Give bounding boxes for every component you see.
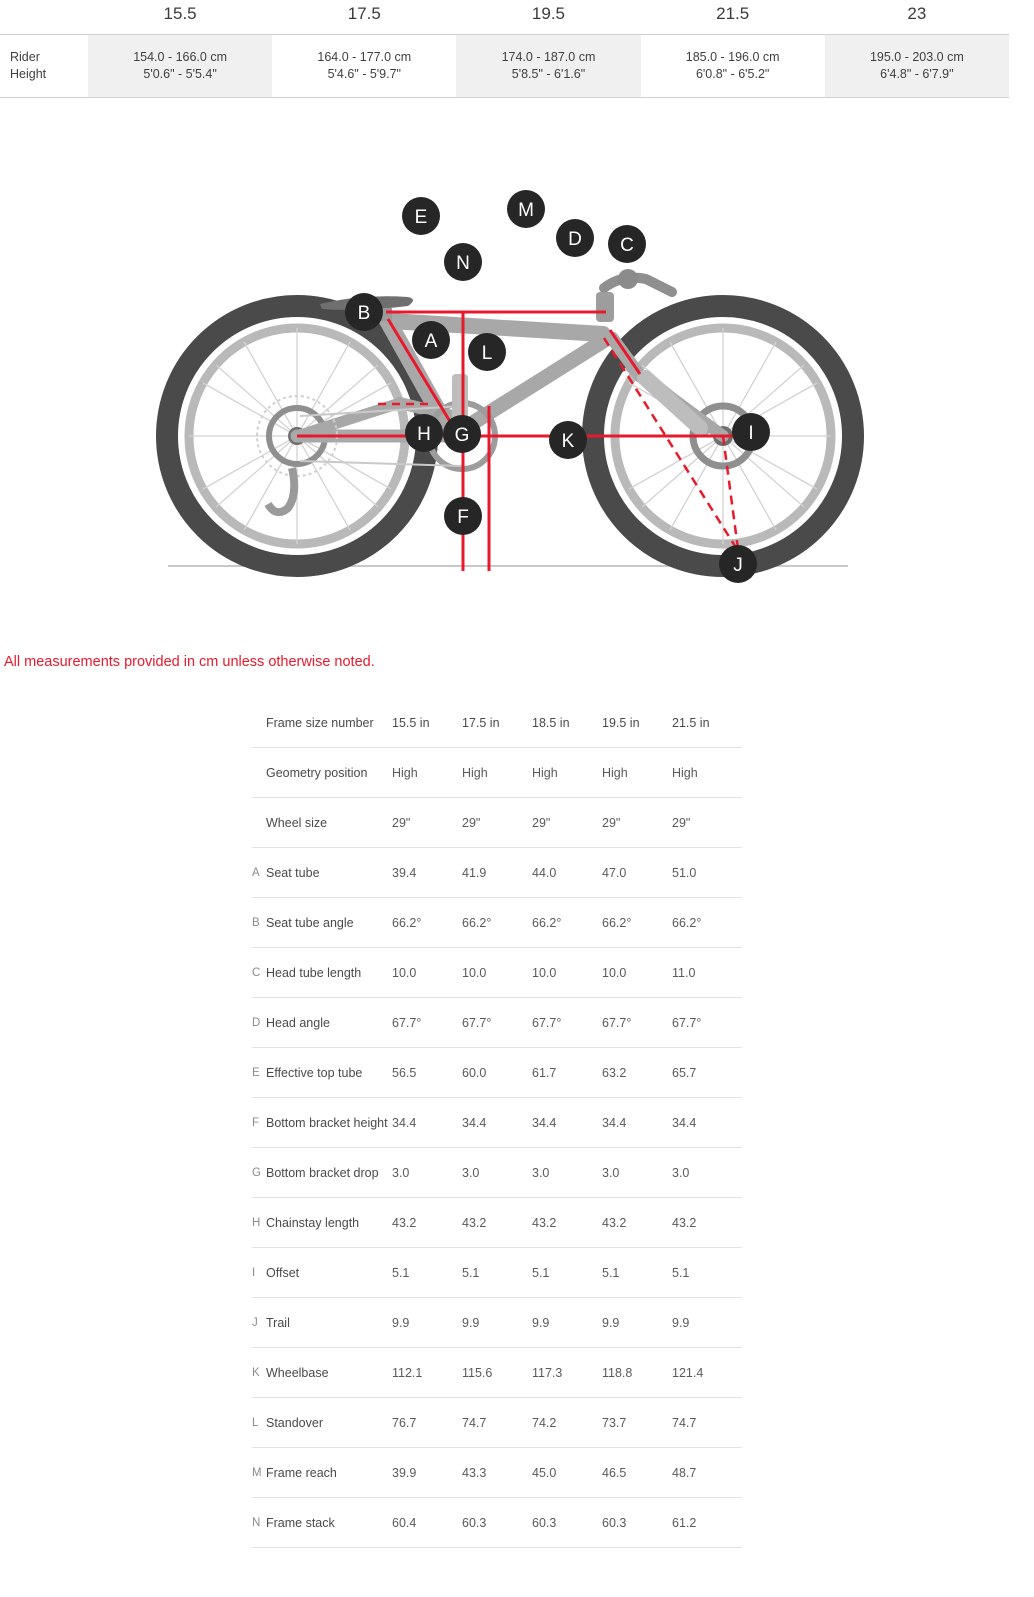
row-value: 3.0 <box>672 1148 742 1198</box>
row-value: 60.3 <box>462 1498 532 1548</box>
callout-K <box>549 421 587 459</box>
table-row <box>252 1448 742 1498</box>
row-value: 66.2° <box>462 898 532 948</box>
row-value: 43.3 <box>462 1448 532 1498</box>
row-value: 9.9 <box>392 1298 462 1348</box>
row-value: 10.0 <box>532 948 602 998</box>
row-name: Frame stack <box>266 1498 392 1548</box>
row-value: 34.4 <box>392 1098 462 1148</box>
rider-label-line2: Height <box>10 67 47 81</box>
row-value: 43.2 <box>532 1198 602 1248</box>
row-value: 121.4 <box>672 1348 742 1398</box>
row-value: 21.5 in <box>672 698 742 748</box>
svg-text:I: I <box>748 423 754 444</box>
row-value: 61.7 <box>532 1048 602 1098</box>
row-letter <box>252 748 266 798</box>
row-value: 43.2 <box>392 1198 462 1248</box>
row-value: 66.2° <box>532 898 602 948</box>
table-row <box>252 1048 742 1098</box>
callout-B <box>345 293 383 331</box>
svg-text:E: E <box>414 207 428 228</box>
row-name: Seat tube <box>266 848 392 898</box>
svg-text:G: G <box>454 425 470 446</box>
bike-diagram-svg <box>0 116 1034 636</box>
row-letter: F <box>252 1098 266 1148</box>
rider-height-in: 6'4.8" - 6'7.9" <box>880 67 954 81</box>
row-value: 17.5 in <box>462 698 532 748</box>
row-value: 29" <box>462 798 532 848</box>
rider-height-in: 5'0.6" - 5'5.4" <box>143 67 217 81</box>
rider-height-label <box>0 35 88 98</box>
row-value: High <box>602 748 672 798</box>
table-row <box>252 998 742 1048</box>
row-value: 19.5 in <box>602 698 672 748</box>
row-value: 66.2° <box>602 898 672 948</box>
svg-text:F: F <box>457 507 469 528</box>
row-name: Offset <box>266 1248 392 1298</box>
callout-G <box>443 415 481 453</box>
row-name: Trail <box>266 1298 392 1348</box>
callout-N <box>444 243 482 281</box>
table-row <box>252 1498 742 1548</box>
row-value: 74.7 <box>672 1398 742 1448</box>
row-letter: A <box>252 848 266 898</box>
row-value: 34.4 <box>602 1098 672 1148</box>
row-letter: C <box>252 948 266 998</box>
row-value: 3.0 <box>602 1148 672 1198</box>
row-value: 60.3 <box>532 1498 602 1548</box>
callout-E <box>402 197 440 235</box>
row-value: 56.5 <box>392 1048 462 1098</box>
row-value: 3.0 <box>532 1148 602 1198</box>
row-value: 5.1 <box>602 1248 672 1298</box>
callout-C <box>608 225 646 263</box>
table-row <box>252 898 742 948</box>
row-value: 66.2° <box>392 898 462 948</box>
row-value: 5.1 <box>532 1248 602 1298</box>
size-header-15-5: 15.5 <box>88 0 272 35</box>
rider-height-in: 6'0.8" - 6'5.2" <box>695 67 770 81</box>
table-row <box>252 1248 742 1298</box>
size-table-body <box>0 35 1009 98</box>
row-value: 39.4 <box>392 848 462 898</box>
table-row <box>252 798 742 848</box>
row-value: 73.7 <box>602 1398 672 1448</box>
row-name: Head tube length <box>266 948 392 998</box>
row-letter <box>252 698 266 748</box>
table-row <box>252 698 742 748</box>
row-letter: D <box>252 998 266 1048</box>
row-value: High <box>392 748 462 798</box>
row-value: 34.4 <box>672 1098 742 1148</box>
row-value: 43.2 <box>462 1198 532 1248</box>
row-value: 29" <box>532 798 602 848</box>
row-letter: K <box>252 1348 266 1398</box>
row-value: 29" <box>392 798 462 848</box>
row-value: 18.5 in <box>532 698 602 748</box>
row-value: 67.7° <box>672 998 742 1048</box>
row-value: 67.7° <box>532 998 602 1048</box>
row-name: Frame reach <box>266 1448 392 1498</box>
bike-geometry-diagram <box>0 116 1034 636</box>
row-letter: I <box>252 1248 266 1298</box>
svg-text:A: A <box>424 331 438 352</box>
row-value: 67.7° <box>462 998 532 1048</box>
row-value: 44.0 <box>532 848 602 898</box>
svg-text:D: D <box>568 229 582 250</box>
callout-I <box>732 413 770 451</box>
row-value: 60.0 <box>462 1048 532 1098</box>
callout-M <box>507 190 545 228</box>
table-row <box>0 35 1009 98</box>
table-row <box>252 1298 742 1348</box>
row-letter <box>252 798 266 848</box>
row-value: 5.1 <box>672 1248 742 1298</box>
row-value: 10.0 <box>392 948 462 998</box>
row-value: 117.3 <box>532 1348 602 1398</box>
size-header-blank <box>0 0 88 35</box>
row-value: 76.7 <box>392 1398 462 1448</box>
row-name: Geometry position <box>266 748 392 798</box>
size-header-19-5: 19.5 <box>456 0 640 35</box>
callout-H <box>405 414 443 452</box>
row-value: 63.2 <box>602 1048 672 1098</box>
measurement-note: All measurements provided in cm unless otherwise noted. <box>4 654 375 670</box>
table-row <box>252 1198 742 1248</box>
row-value: 118.8 <box>602 1348 672 1398</box>
row-name: Wheelbase <box>266 1348 392 1398</box>
row-value: 67.7° <box>602 998 672 1048</box>
row-value: 39.9 <box>392 1448 462 1498</box>
row-name: Bottom bracket height <box>266 1098 392 1148</box>
row-value: 9.9 <box>602 1298 672 1348</box>
rider-label-line1: Rider <box>10 50 40 64</box>
callout-J <box>719 545 757 583</box>
geometry-table-body <box>252 698 742 1548</box>
table-row <box>252 748 742 798</box>
row-value: 60.4 <box>392 1498 462 1548</box>
table-row <box>252 1348 742 1398</box>
rider-height-cell-21-5 <box>641 35 825 98</box>
row-value: 51.0 <box>672 848 742 898</box>
size-header-21-5: 21.5 <box>641 0 825 35</box>
svg-text:N: N <box>456 253 470 274</box>
row-letter: J <box>252 1298 266 1348</box>
row-value: 9.9 <box>672 1298 742 1348</box>
row-value: 11.0 <box>672 948 742 998</box>
row-name: Bottom bracket drop <box>266 1148 392 1198</box>
row-value: 115.6 <box>462 1348 532 1398</box>
row-name: Chainstay length <box>266 1198 392 1248</box>
table-row <box>252 1398 742 1448</box>
table-row <box>252 1098 742 1148</box>
svg-text:C: C <box>620 235 634 256</box>
row-value: 9.9 <box>532 1298 602 1348</box>
rider-height-cell-19-5 <box>456 35 640 98</box>
rider-height-cell-15-5 <box>88 35 272 98</box>
row-value: 29" <box>602 798 672 848</box>
row-value: 15.5 in <box>392 698 462 748</box>
row-value: High <box>672 748 742 798</box>
row-value: 47.0 <box>602 848 672 898</box>
rider-height-cm: 164.0 - 177.0 cm <box>317 50 412 64</box>
row-value: 43.2 <box>672 1198 742 1248</box>
row-value: 45.0 <box>532 1448 602 1498</box>
rider-height-cell-17-5 <box>272 35 456 98</box>
row-value: 66.2° <box>672 898 742 948</box>
row-letter: B <box>252 898 266 948</box>
svg-text:K: K <box>561 431 575 452</box>
callout-F <box>444 497 482 535</box>
row-name: Seat tube angle <box>266 898 392 948</box>
row-name: Head angle <box>266 998 392 1048</box>
table-row <box>252 848 742 898</box>
rider-height-table <box>0 0 1009 98</box>
svg-text:B: B <box>357 303 371 324</box>
row-letter: H <box>252 1198 266 1248</box>
rider-height-cm: 174.0 - 187.0 cm <box>501 50 596 64</box>
rider-height-cm: 185.0 - 196.0 cm <box>685 50 780 64</box>
row-value: 10.0 <box>462 948 532 998</box>
row-value: 67.7° <box>392 998 462 1048</box>
row-letter: G <box>252 1148 266 1198</box>
row-letter: L <box>252 1398 266 1448</box>
row-value: 60.3 <box>602 1498 672 1548</box>
table-row <box>252 948 742 998</box>
row-value: High <box>532 748 602 798</box>
rider-height-cell-23 <box>825 35 1009 98</box>
svg-text:H: H <box>417 424 431 445</box>
callout-A <box>412 321 450 359</box>
size-table-header-row <box>0 0 1009 35</box>
row-name: Frame size number <box>266 698 392 748</box>
row-value: 46.5 <box>602 1448 672 1498</box>
row-value: 9.9 <box>462 1298 532 1348</box>
row-value: 43.2 <box>602 1198 672 1248</box>
row-name: Standover <box>266 1398 392 1448</box>
row-value: 48.7 <box>672 1448 742 1498</box>
row-name: Wheel size <box>266 798 392 848</box>
row-value: 10.0 <box>602 948 672 998</box>
row-value: 5.1 <box>392 1248 462 1298</box>
rider-height-in: 5'4.6" - 5'9.7" <box>327 67 401 81</box>
row-value: 41.9 <box>462 848 532 898</box>
row-value: 3.0 <box>392 1148 462 1198</box>
row-letter: M <box>252 1448 266 1498</box>
row-value: 61.2 <box>672 1498 742 1548</box>
row-value: 34.4 <box>462 1098 532 1148</box>
table-row <box>252 1148 742 1198</box>
size-table-header <box>0 0 1009 35</box>
svg-text:M: M <box>518 200 534 221</box>
row-value: 74.7 <box>462 1398 532 1448</box>
row-value: High <box>462 748 532 798</box>
callout-L <box>468 333 506 371</box>
row-value: 65.7 <box>672 1048 742 1098</box>
size-header-17-5: 17.5 <box>272 0 456 35</box>
row-value: 29" <box>672 798 742 848</box>
size-header-23: 23 <box>825 0 1009 35</box>
row-letter: E <box>252 1048 266 1098</box>
geometry-table <box>252 698 742 1548</box>
row-letter: N <box>252 1498 266 1548</box>
svg-text:J: J <box>733 555 743 576</box>
fork <box>645 378 700 428</box>
rider-height-in: 5'8.5" - 6'1.6" <box>511 67 586 81</box>
svg-text:L: L <box>481 343 493 364</box>
row-name: Effective top tube <box>266 1048 392 1098</box>
row-value: 5.1 <box>462 1248 532 1298</box>
row-value: 112.1 <box>392 1348 462 1398</box>
rider-height-cm: 195.0 - 203.0 cm <box>869 50 964 64</box>
rider-height-cm: 154.0 - 166.0 cm <box>133 50 227 64</box>
callout-D <box>556 219 594 257</box>
row-value: 34.4 <box>532 1098 602 1148</box>
row-value: 74.2 <box>532 1398 602 1448</box>
row-value: 3.0 <box>462 1148 532 1198</box>
